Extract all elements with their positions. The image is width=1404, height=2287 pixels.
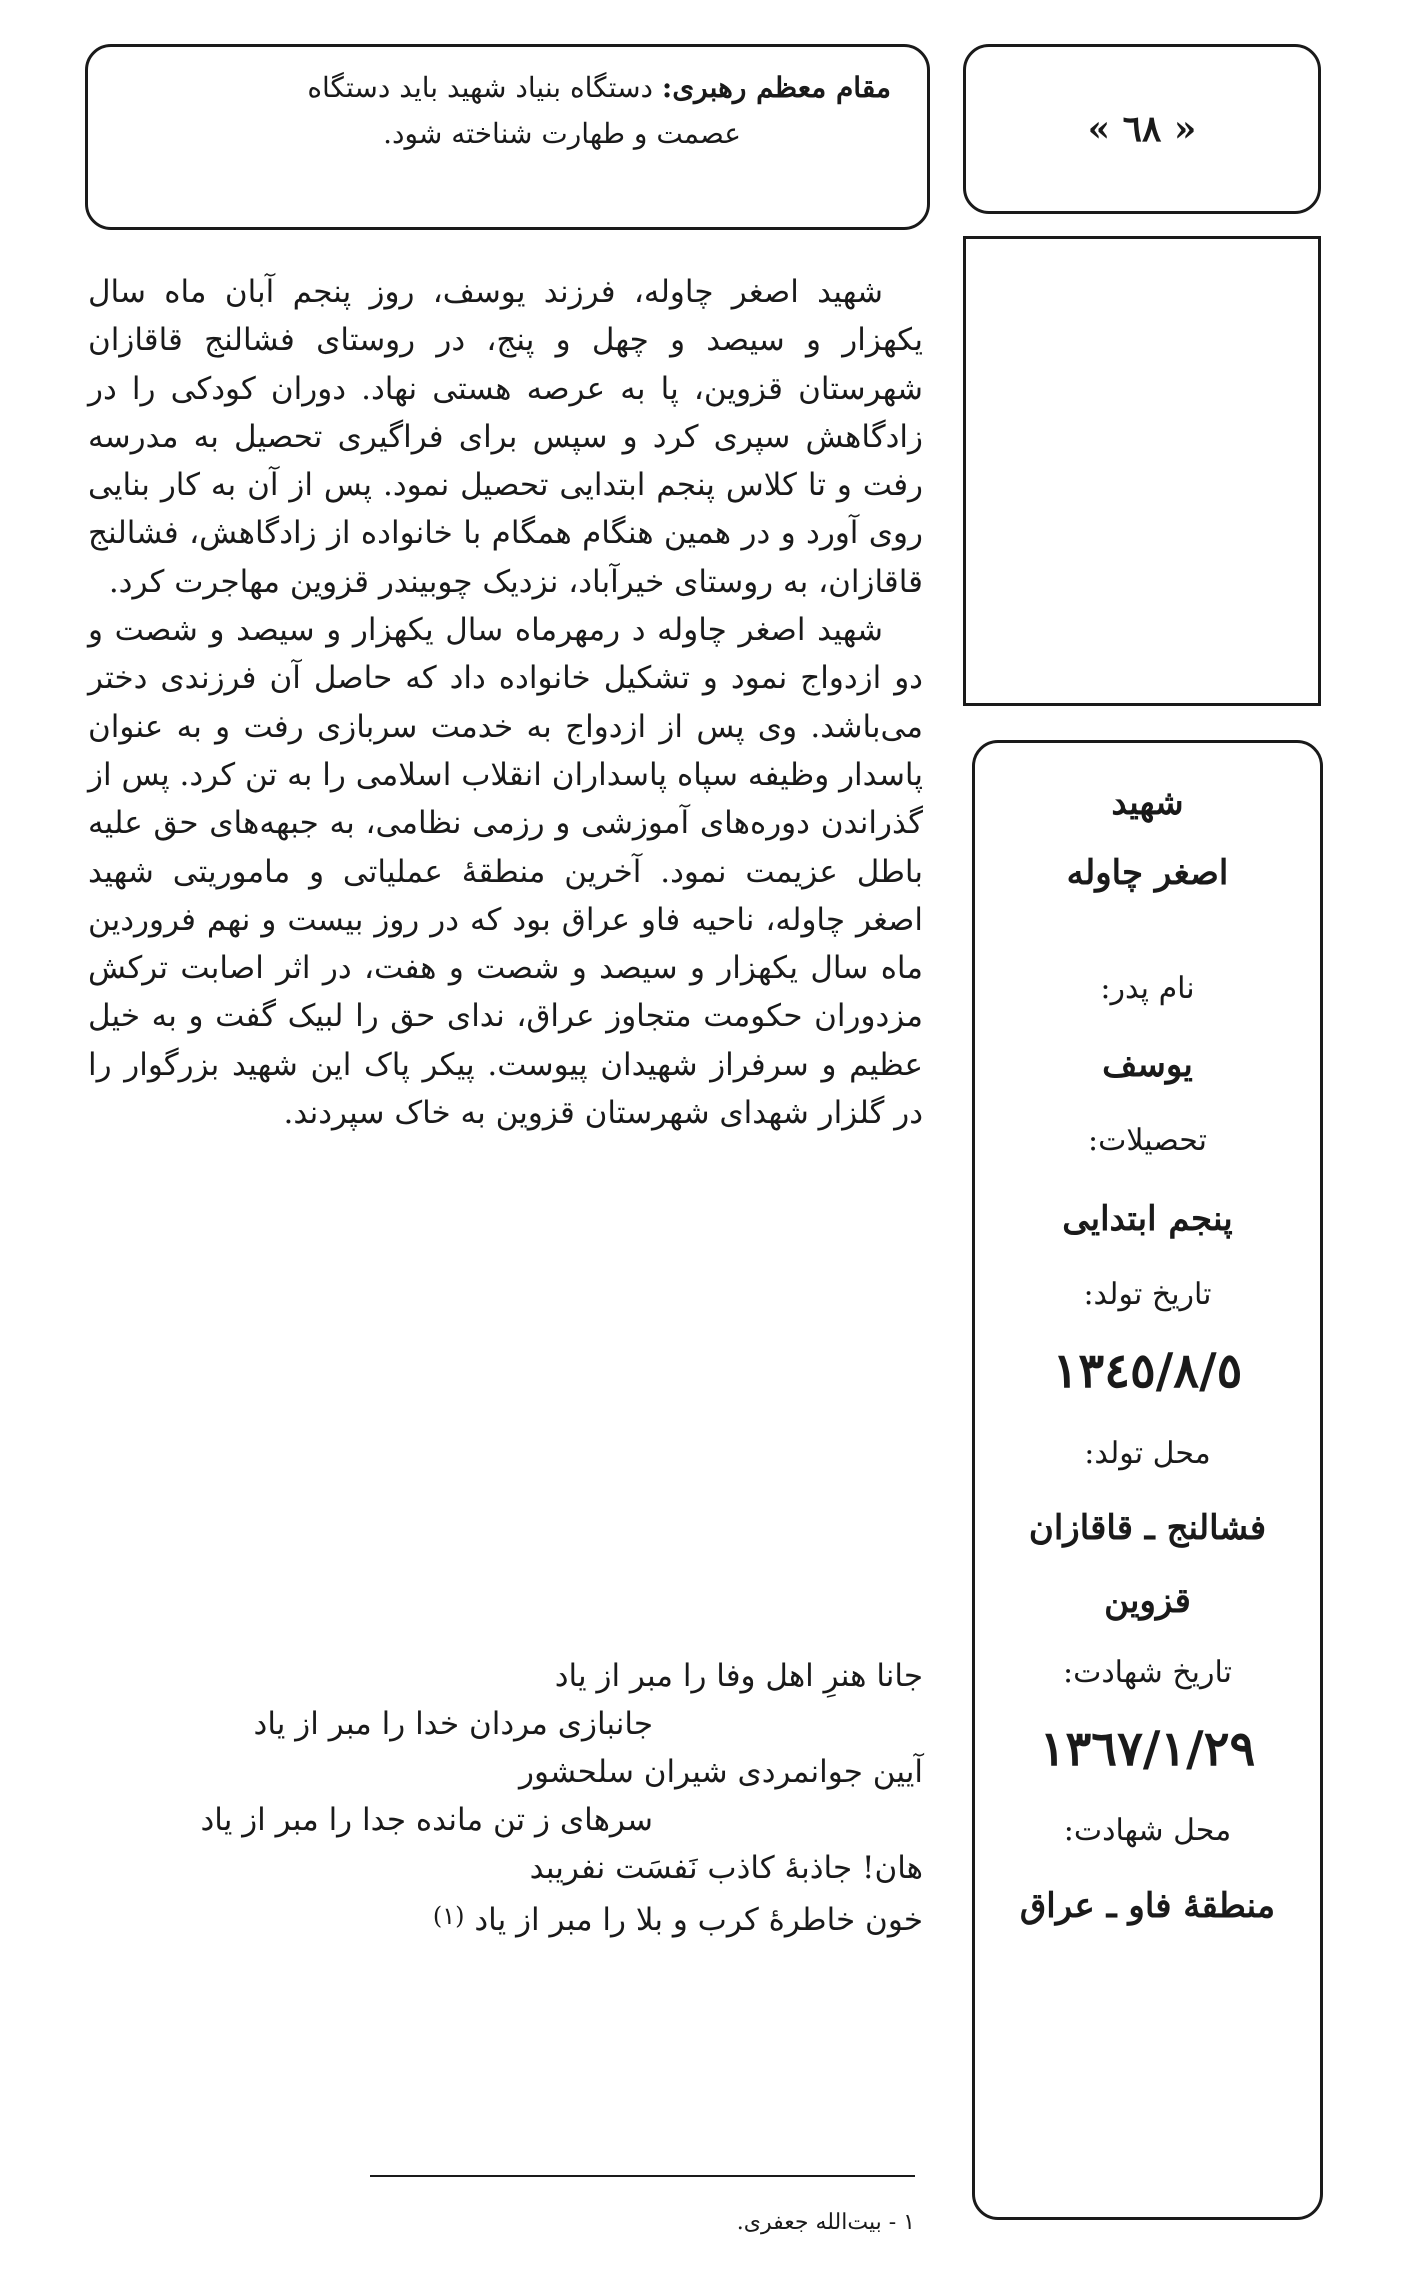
poem-line-5: هان! جاذبهٔ کاذب نَفسَت نفریبد [529,1850,923,1886]
photo-placeholder [963,236,1321,706]
martyrdom-place-value: منطقهٔ فاو ـ عراق [1019,1886,1276,1926]
page-number: « ٦٨ » [1087,108,1197,150]
birth-place-label: محل تولد: [1084,1436,1211,1471]
poem [88,1652,923,1944]
quote-speaker: مقام معظم رهبری: [661,71,891,104]
footnote-marker: (١) [432,1902,465,1930]
leader-quote-box [85,44,930,230]
quote-line-2: عصمت و طهارت شناخته شود. [383,117,741,150]
education-label: تحصیلات: [1087,1123,1208,1158]
poem-line-2: جانبازی مردان خدا را مبر از یاد [253,1706,653,1742]
martyrdom-place-label: محل شهادت: [1063,1813,1232,1848]
martyr-info-box [972,740,1323,2220]
education-value: پنجم ابتدایی [1062,1199,1233,1239]
footnote: ١ - بیت‌الله جعفری. [736,2210,915,2235]
poem-line-1: جانا هنرِ اهل وفا را مبر از یاد [554,1658,923,1694]
birth-date-value: ١٣٤٥/٨/٥ [1052,1343,1243,1399]
birth-place-value-1: فشالنج ـ قاقازان [1028,1508,1267,1548]
footnote-divider [370,2175,915,2177]
father-value: یوسف [1102,1045,1193,1085]
info-title: شهید [1111,783,1184,823]
birth-place-value-2: قزوین [1104,1581,1191,1621]
poem-line-6: خون خاطرهٔ کرب و بلا را مبر از یاد [474,1902,923,1938]
birth-date-label: تاریخ تولد: [1083,1277,1212,1312]
poem-line-6-wrap [88,1892,923,1944]
info-name: اصغر چاوله [1066,853,1229,893]
quote-line-1 [124,65,891,111]
page-number-box [963,44,1321,214]
quote-text-1: دستگاه بنیاد شهید باید دستگاه [307,71,662,104]
martyrdom-date-value: ١٣٦٧/١/٢٩ [1039,1721,1256,1777]
biography-text [88,268,923,1137]
biography-paragraph-2: شهید اصغر چاوله د رمهرماه سال یکهزار و سیصد و شصت و دو ازدواج نمود و تشکیل خانواده داد که حاصل آن فرزندی دختر می‌باشد. وی پس از ازدواج به خدمت سربازی رفت و به عنوان پاسدار وظیفه سپاه پاسداران انقلاب اسلامی را به تن کرد. پس از گذراندن دوره‌های آموزشی و رزمی نظامی، به جبهه‌های حق علیه باطل عزیمت نمود. آخرین منطقهٔ عملیاتی و ماموریتی شهید اصغر چاوله، ناحیه فاو عراق بود که در روز بیست و نهم فروردین ماه سال یکهزار و سیصد و شصت و هفت، در اثر اصابت ترکش مزدوران حکومت متجاوز عراق، ندای حق را لبیک گفت و به خیل عظیم و سرفراز شهیدان پیوست. پیکر پاک این شهید بزرگوار را در گلزار شهدای شهرستان قزوین به خاک سپردند. [88,612,923,1132]
poem-line-4: سرهای ز تن مانده جدا را مبر از یاد [200,1802,653,1838]
poem-line-3: آیین جوانمردی شیران سلحشور [519,1754,923,1790]
martyrdom-date-label: تاریخ شهادت: [1062,1655,1233,1690]
biography-paragraph-1: شهید اصغر چاوله، فرزند یوسف، روز پنجم آبان ماه سال یکهزار و سیصد و چهل و پنج، در روستای فشالنج قاقازان شهرستان قزوین، پا به عرصه هستی نهاد. دوران کودکی را در زادگاهش سپری کرد و سپس برای فراگیری تحصیل به مدرسه رفت و تا کلاس پنجم ابتدایی تحصیل نمود. پس از آن به کار بنایی روی آورد و در همین هنگام همگام با خانواده از زادگاهش، فشالنج قاقازان، به روستای خیرآباد، نزدیک چوبیندر قزوین مهاجرت کرد. [88,274,923,600]
father-label: نام پدر: [1100,971,1195,1006]
